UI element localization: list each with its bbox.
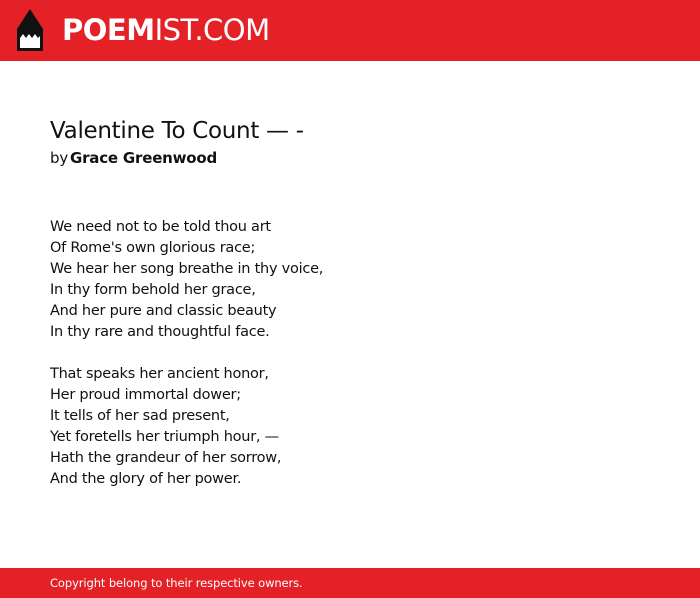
- poem-line: It tells of her sad present,: [50, 408, 230, 424]
- poem-line: In thy form behold her grace,: [50, 282, 256, 298]
- poem-line: Yet foretells her triumph hour, —: [50, 429, 279, 445]
- site-header: [0, 0, 700, 61]
- site-footer: [0, 568, 700, 598]
- poem-line: We hear her song breathe in thy voice,: [50, 261, 324, 277]
- poem-line: Of Rome's own glorious race;: [50, 240, 256, 256]
- poem-line: Her proud immortal dower;: [50, 387, 241, 403]
- brand-name-light: IST.COM: [154, 13, 270, 47]
- brand-name-bold: POEM: [62, 13, 155, 47]
- poem-content: [50, 117, 670, 511]
- poem-author: Grace Greenwood: [70, 149, 218, 167]
- poem-line: In thy rare and thoughtful face.: [50, 324, 270, 340]
- poem-line: That speaks her ancient honor,: [50, 366, 269, 382]
- poem-line: And her pure and classic beauty: [50, 303, 277, 319]
- copyright-notice: Copyright belong to their respective owners.: [50, 576, 303, 590]
- poem-body: [50, 217, 670, 490]
- poem-line: Hath the grandeur of her sorrow,: [50, 450, 282, 466]
- poem-title: Valentine To Count — -: [50, 118, 304, 144]
- pencil-icon: [17, 9, 43, 51]
- poem-stanza: [50, 217, 670, 343]
- byline-label: by: [50, 149, 68, 167]
- brand-name: [62, 9, 270, 51]
- site-logo-link[interactable]: [17, 9, 270, 51]
- poem-line: And the glory of her power.: [50, 471, 242, 487]
- poem-byline: [50, 148, 670, 168]
- poem-stanza: [50, 364, 670, 490]
- poem-line: We need not to be told thou art: [50, 219, 271, 235]
